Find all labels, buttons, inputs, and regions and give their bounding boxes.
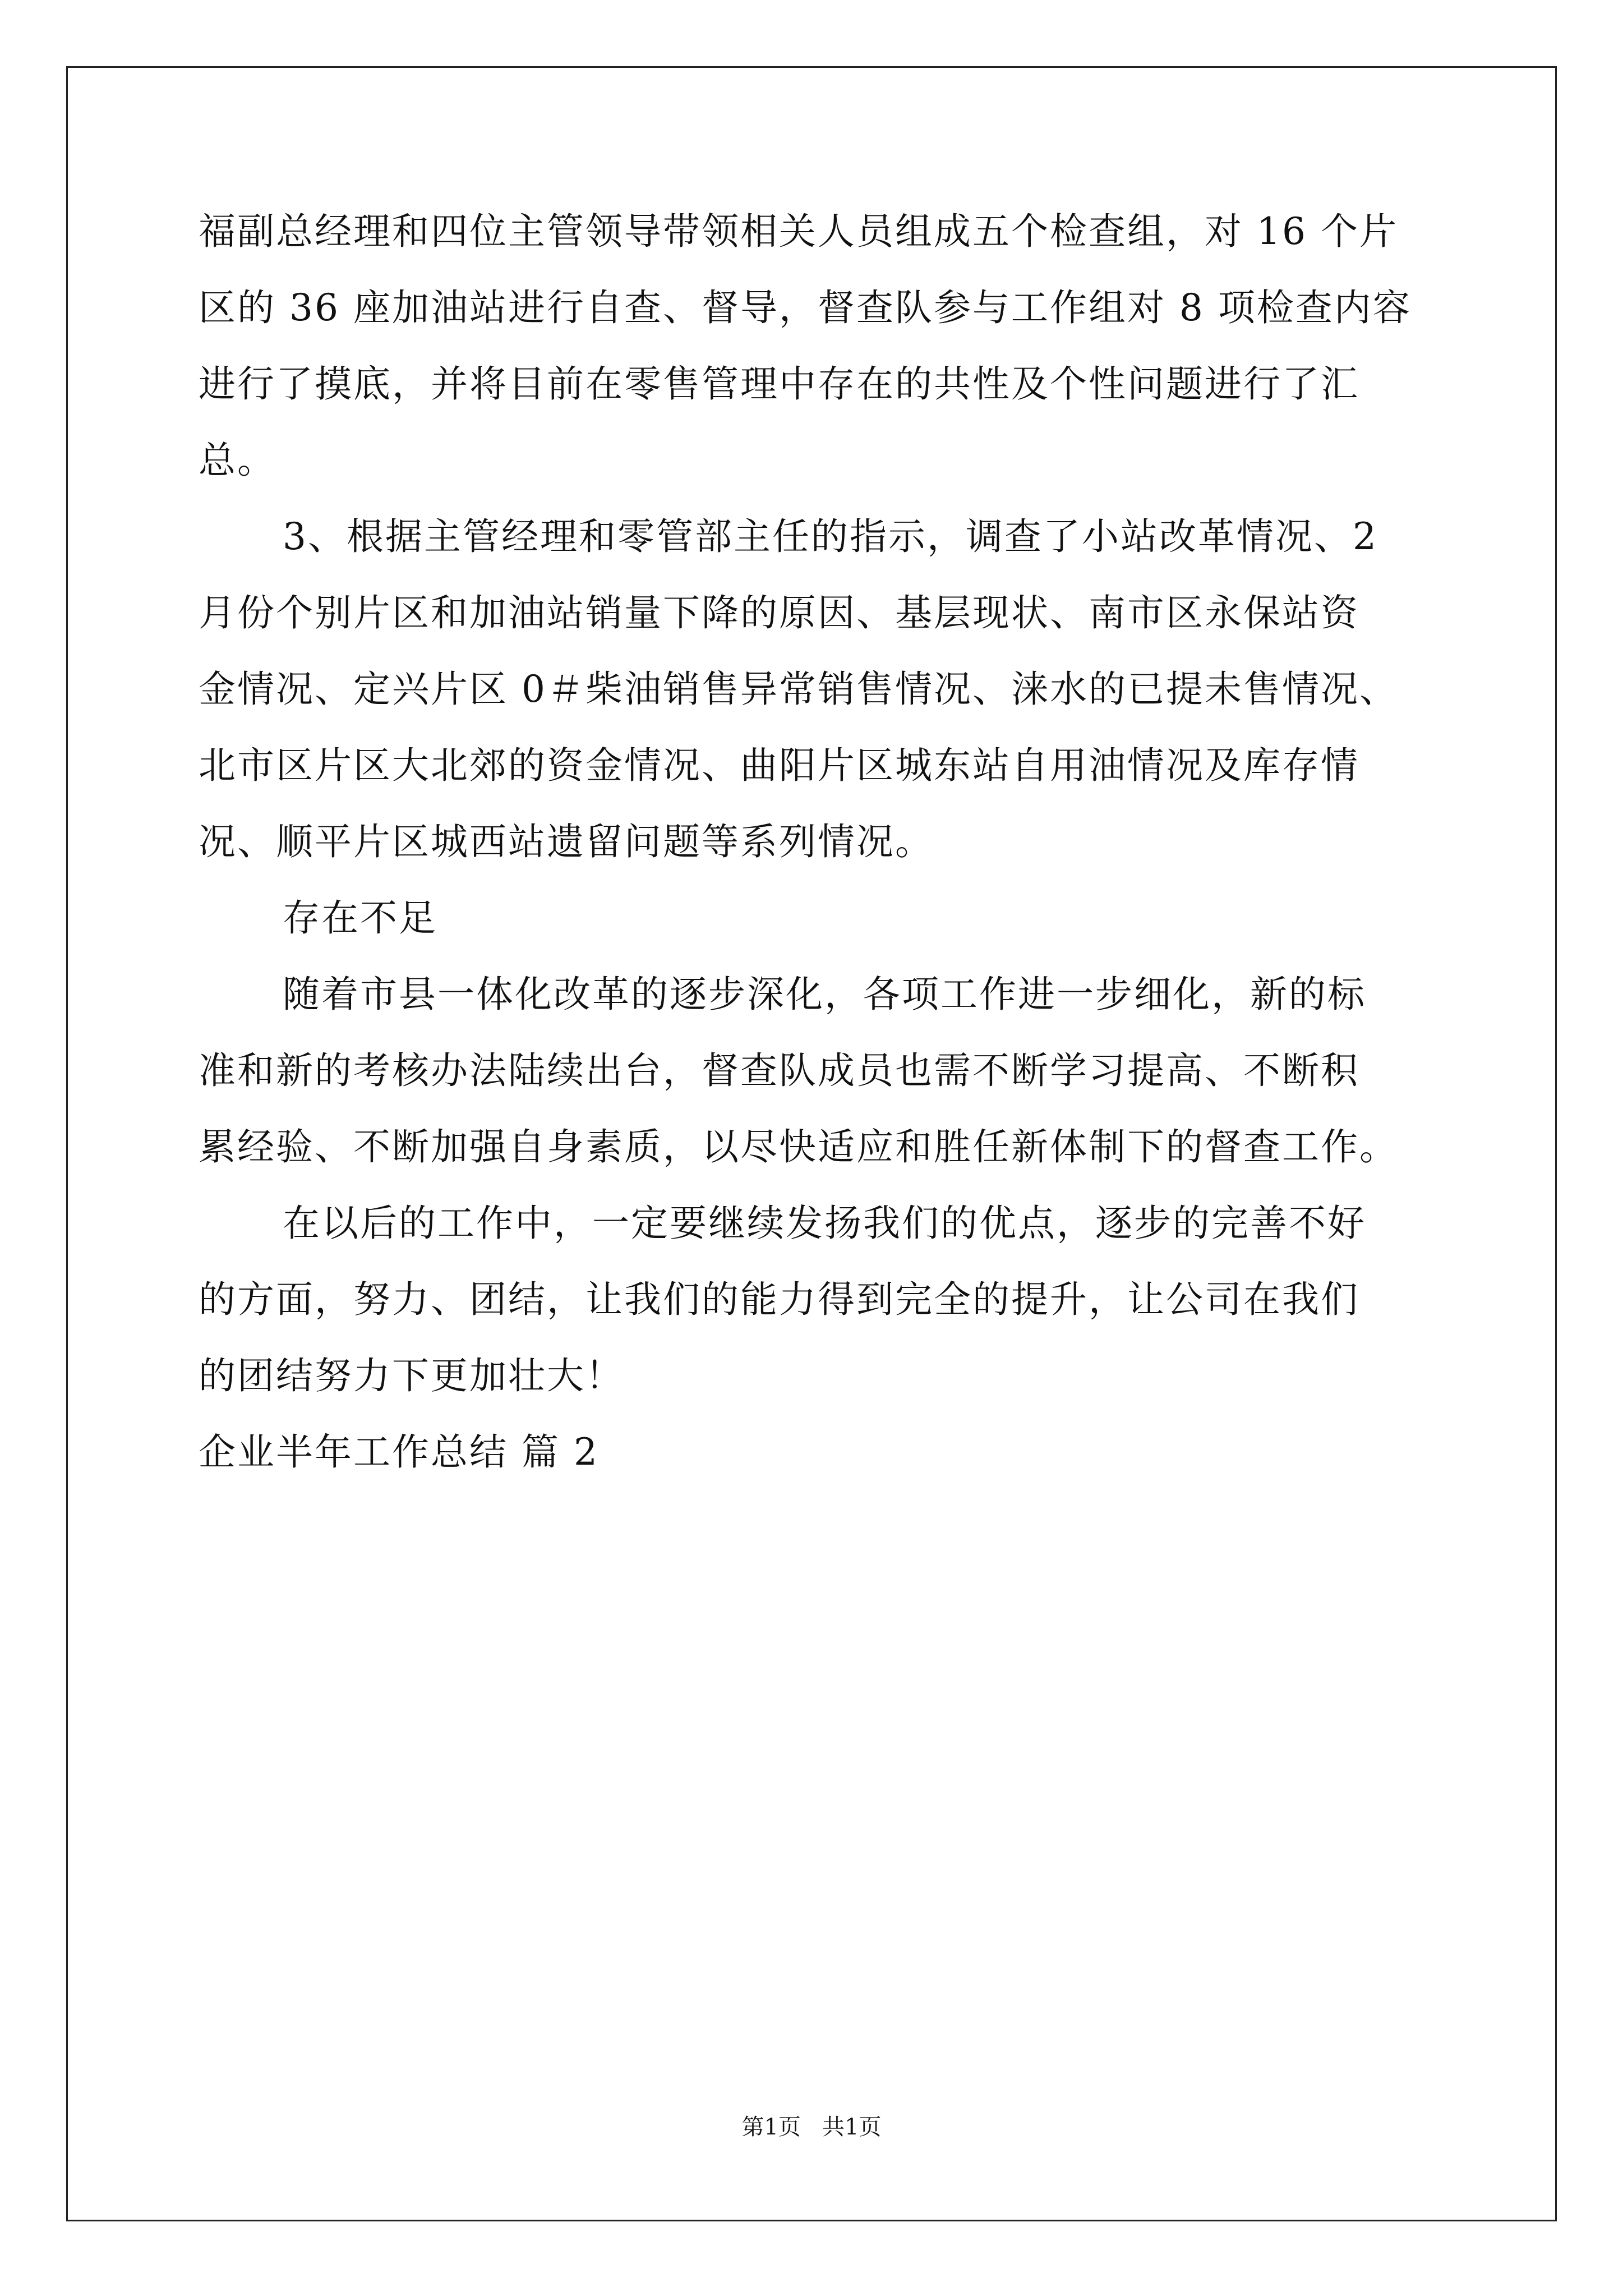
page-footer: 第1页 共1页: [741, 2114, 882, 2140]
paragraph-line: 的方面，努力、团结，让我们的能力得到完全的提升，让公司在我们: [199, 1278, 1359, 1321]
paragraph-line: 准和新的考核办法陆续出台，督查队成员也需不断学习提高、不断积: [199, 1049, 1359, 1092]
paragraph-line: 的团结努力下更加壮大！: [199, 1354, 624, 1397]
paragraph-line: 月份个别片区和加油站销量下降的原因、基层现状、南市区永保站资: [199, 591, 1359, 634]
paragraph-line: 进行了摸底，并将目前在零售管理中存在的共性及个性问题进行了汇: [199, 362, 1359, 406]
paragraph-line: 在以后的工作中，一定要继续发扬我们的优点，逐步的完善不好: [283, 1202, 1366, 1245]
paragraph-line: 金情况、定兴片区 0＃柴油销售异常销售情况、涞水的已提未售情况、: [199, 668, 1398, 711]
paragraph-line: 福副总经理和四位主管领导带领相关人员组成五个检查组，对 16 个片: [199, 210, 1398, 253]
section-heading: 存在不足: [283, 896, 437, 940]
paragraph-line: 总。: [199, 439, 276, 482]
paragraph-line: 随着市县一体化改革的逐步深化，各项工作进一步细化，新的标: [283, 973, 1366, 1016]
paragraph-line: 况、顺平片区城西站遗留问题等系列情况。: [199, 820, 934, 863]
paragraph-line: 区的 36 座加油站进行自查、督导，督查队参与工作组对 8 项检查内容: [199, 286, 1412, 329]
paragraph-line: 北市区片区大北郊的资金情况、曲阳片区城东站自用油情况及库存情: [199, 744, 1359, 787]
document-title: 企业半年工作总结 篇 2: [199, 1430, 599, 1474]
paragraph-line: 3、根据主管经理和零管部主任的指示，调查了小站改革情况、2: [283, 515, 1378, 558]
paragraph-line: 累经验、不断加强自身素质，以尽快适应和胜任新体制下的督查工作。: [199, 1125, 1398, 1168]
